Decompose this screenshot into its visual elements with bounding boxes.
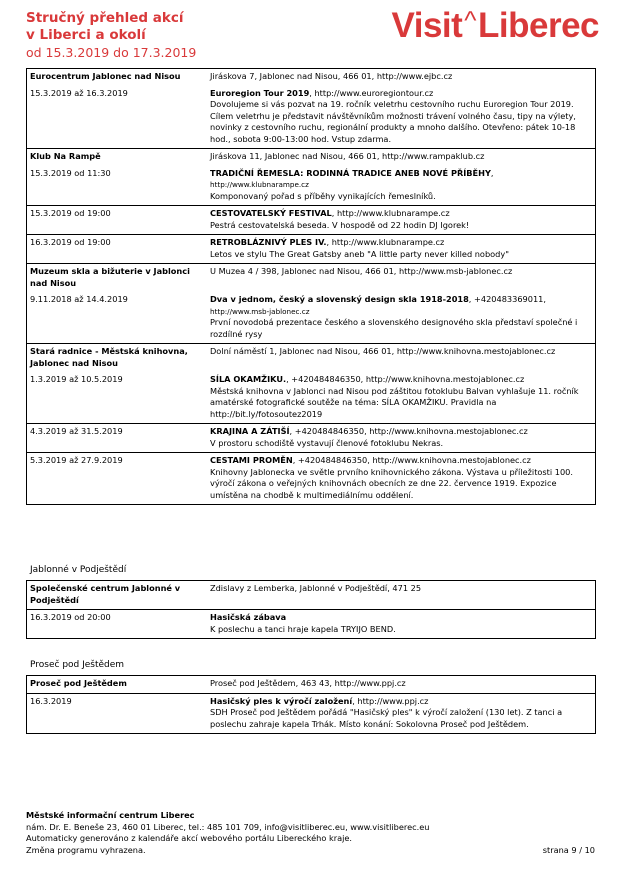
venue-name: Muzeum skla a bižuterie v Jablonci nad Nisou	[30, 266, 190, 288]
event-title-suffix: , http://www.ppj.cz	[352, 695, 429, 706]
event-row	[27, 372, 595, 423]
events-box-jablonne	[26, 580, 596, 639]
page-footer	[26, 810, 429, 856]
event-details	[207, 424, 595, 452]
venue-header-row	[27, 148, 595, 166]
venue-header-row	[27, 69, 595, 86]
event-description: Pestrá cestovatelská beseda. V hospodě od 22 hodin DJ Igorek!	[210, 219, 470, 230]
venue-header-row	[27, 263, 595, 292]
event-title: TRADIČNÍ ŘEMESLA: RODINNÁ TRADICE ANEB NOVÉ PŘÍBĚHY	[210, 167, 491, 178]
event-details	[207, 610, 595, 638]
venue-address: Proseč pod Ještědem, 463 43, http://www.ppj.cz	[210, 678, 406, 688]
page-number: strana 9 / 10	[542, 845, 595, 855]
events-box-jablonec	[26, 68, 596, 505]
event-row	[27, 86, 595, 149]
event-title-suffix: , +420484846350, http://www.knihovna.mestojablonec.cz	[292, 455, 531, 465]
event-date: 16.3.2019	[30, 695, 72, 706]
event-details	[207, 453, 595, 504]
event-row	[27, 166, 595, 206]
event-title-suffix: , +420483369011,	[468, 294, 546, 304]
venue-address: Jiráskova 7, Jablonec nad Nisou, 466 01, http://www.ejbc.cz	[210, 71, 453, 81]
logo-visit: Visit	[391, 6, 463, 45]
event-details	[207, 694, 595, 734]
venue-address: U Muzea 4 / 398, Jablonec nad Nisou, 466 01, http://www.msb-jablonec.cz	[210, 266, 513, 276]
event-row	[27, 693, 595, 734]
event-url: http://www.klubnarampe.cz	[210, 180, 309, 189]
event-date: 16.3.2019 od 20:00	[30, 612, 111, 622]
venue-name: Společenské centrum Jablonné v Podještědí	[30, 583, 181, 605]
event-description: Komponovaný pořad s příběhy vynikajících řemeslníků.	[210, 190, 436, 201]
event-row	[27, 609, 595, 638]
header-title-line2: v Liberci a okolí	[26, 27, 146, 43]
venue-header-row	[27, 581, 595, 609]
venue-name: Eurocentrum Jablonec nad Nisou	[30, 71, 181, 81]
event-title-suffix: , http://www.euroregiontour.cz	[309, 87, 434, 98]
event-date: 1.3.2019 až 10.5.2019	[30, 374, 123, 384]
logo-caret: ^	[464, 5, 476, 35]
event-title: RETROBLÁZNIVÝ PLES IV.	[210, 237, 327, 247]
event-details	[207, 292, 595, 343]
event-title: CESTOVATELSKÝ FESTIVAL	[210, 208, 332, 218]
event-title: Euroregion Tour 2019	[210, 87, 310, 98]
event-date: 9.11.2018 až 14.4.2019	[30, 294, 128, 304]
events-box-prosec	[26, 675, 596, 734]
event-row	[27, 234, 595, 263]
event-description: V prostoru schodiště vystavují členové fotoklubu Nekras.	[210, 437, 444, 448]
event-row	[27, 423, 595, 452]
venue-header-row	[27, 676, 595, 693]
logo-liberec: Liberec	[478, 6, 599, 45]
event-title: KRAJINA A ZÁTIŠÍ	[210, 426, 290, 436]
event-description: Letos ve stylu The Great Gatsby aneb "A little party never killed nobody"	[210, 248, 509, 259]
event-details	[207, 372, 595, 423]
event-title-suffix: , +420484846350, http://www.knihovna.mestojablonec.cz	[289, 426, 528, 436]
event-title-suffix: , http://www.klubnarampe.cz	[326, 237, 445, 247]
event-description: K poslechu a tanci hraje kapela TRYIJO BEND.	[210, 623, 396, 634]
event-title: Hasičská zábava	[210, 612, 287, 622]
event-row	[27, 292, 595, 343]
event-date: 16.3.2019 od 19:00	[30, 237, 111, 247]
event-details	[207, 86, 595, 149]
venue-header-row	[27, 343, 595, 372]
venue-address: Jiráskova 11, Jablonec nad Nisou, 466 01, http://www.rampaklub.cz	[210, 151, 485, 161]
event-details	[207, 166, 595, 206]
event-date: 15.3.2019 od 11:30	[30, 167, 111, 178]
event-title-suffix: , http://www.klubnarampe.cz	[331, 208, 450, 218]
event-date: 5.3.2019 až 27.9.2019	[30, 455, 123, 465]
event-description: Dovolujeme si vás pozvat na 19. ročník veletrhu cestovního ruchu Euroregion Tour 2019. Cílem veletrhu je představit návštěvníkům možnosti trávení volného času, tipy na výlety, novinky z cestovního ruchu, regionální produkty a mnoho dalšího. Otevřeno: pátek 10-18 hod., sobota 9:00-13:00 hod. Vstup zdarma.	[210, 99, 576, 144]
event-details	[207, 206, 595, 234]
event-row	[27, 452, 595, 504]
header-date-range: od 15.3.2019 do 17.3.2019	[26, 45, 197, 60]
event-url: http://www.msb-jablonec.cz	[210, 306, 310, 316]
venue-name: Klub Na Rampě	[30, 151, 101, 161]
visitliberec-logo	[392, 6, 599, 46]
event-date: 15.3.2019 od 19:00	[30, 208, 111, 218]
footer-auto-note: Automaticky generováno z kalendáře akcí webového portálu Libereckého kraje.	[26, 833, 353, 843]
region-label-jablonne: Jablonné v Podještědí	[30, 565, 127, 575]
event-title: Dva v jednom, český a slovenský design skla 1918-2018	[210, 294, 469, 304]
page-header	[26, 10, 326, 61]
venue-name: Proseč pod Ještědem	[30, 678, 127, 688]
venue-name: Stará radnice - Městská knihovna, Jablonec nad Nisou	[30, 346, 188, 368]
event-title-suffix: , +420484846350, http://www.knihovna.mestojablonec.cz	[286, 374, 525, 384]
event-description: První novodobá prezentace českého a slovenského designového skla představí společné i rozdílné rysy	[210, 317, 578, 339]
venue-address: Zdislavy z Lemberka, Jablonné v Podještědí, 471 25	[210, 583, 422, 593]
event-description: Městská knihovna v Jablonci nad Nisou pod záštitou fotoklubu Balvan vyhlašuje 11. ročník amatérské fotografické soutěže na téma: SÍLA OKAMŽIKU. Pravidla na http://bit.ly/fotosoutez2019	[210, 385, 579, 419]
event-title: SÍLA OKAMŽIKU.	[210, 374, 287, 384]
footer-change-note: Změna programu vyhrazena.	[26, 844, 146, 855]
event-date: 4.3.2019 až 31.5.2019	[30, 426, 123, 436]
event-title: CESTAMI PROMĚN	[210, 455, 293, 465]
footer-address: nám. Dr. E. Beneše 23, 460 01 Liberec, tel.: 485 101 709, info@visitliberec.eu, www.visitliberec.eu	[26, 821, 430, 832]
footer-org-name: Městské informační centrum Liberec	[26, 810, 195, 820]
region-label-prosec: Proseč pod Ještědem	[30, 660, 125, 670]
event-description: Knihovny Jablonecka ve světle prvního knihovnického zákona. Výstava u příležitosti 100. výročí zákona o veřejných knihovnách obecních ze dne 22. července 1919. Expozice umístěna na chodbě k multimediálnímu oddělení.	[210, 466, 573, 500]
header-title-line1: Stručný přehled akcí	[26, 10, 184, 26]
event-date: 15.3.2019 až 16.3.2019	[30, 87, 128, 98]
event-title: Hasičský ples k výročí založení	[210, 695, 353, 706]
event-details	[207, 235, 595, 263]
event-row	[27, 205, 595, 234]
venue-address: Dolní náměstí 1, Jablonec nad Nisou, 466 01, http://www.knihovna.mestojablonec.cz	[210, 346, 556, 356]
event-title-suffix: ,	[490, 167, 494, 178]
event-description: SDH Proseč pod Ještědem pořádá "Hasičský ples" k výročí založení (130 let). Z tanci a poslechu zahraje kapela Trhák. Místo konání: Sokolovna Proseč pod Ještědem.	[210, 707, 563, 729]
